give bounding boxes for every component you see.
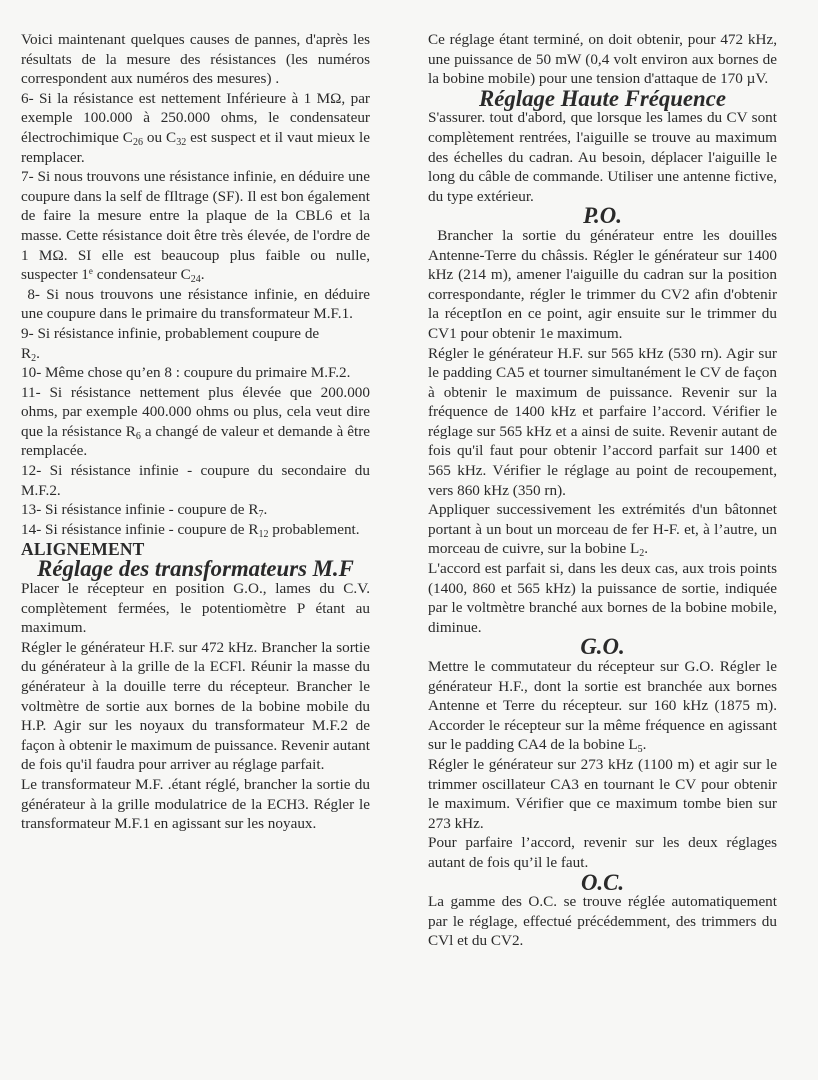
text: .	[263, 501, 268, 519]
text: .	[200, 266, 205, 284]
fault-item-8: 8- Si nous trouvons une résistance infinie, en déduire une coupure dans le primaire du transformateur M.F.1.	[21, 285, 374, 323]
text: 9- Si résistance infinie, probablement coupure de	[21, 324, 320, 342]
fault-item-12: 12- Si résistance infinie - coupure du secondaire du M.F.2.	[21, 462, 370, 499]
paragraph: S'assurer. tout d'abord, que lorsque les lames du CV sont complètement rentrées, l'aiguille se trouve au maximum des échelles du cadran. Au besoin, déplacer l'aiguille le long du câble de commande. Utiliser une antenne fictive, du type extérieur.	[428, 109, 777, 205]
intro-paragraph: Voici maintenant quelques causes de pannes, d'après les résultats de la mesure des résistances (les numéros correspondent aux numéros des mesures) .	[21, 31, 370, 88]
fault-item-9	[21, 324, 370, 363]
fault-item-13	[21, 500, 370, 520]
paragraph: La gamme des O.C. se trouve réglée automatiquement par le réglage, effectué précédemment, des trimmers du CVl et du CV2.	[428, 893, 777, 950]
section-heading-alignement: ALIGNEMENT	[21, 539, 145, 560]
subheading-po: P.O.	[583, 203, 622, 229]
text: a changé de valeur et demande à être remplacée.	[21, 422, 370, 460]
subscript: 6	[135, 430, 141, 442]
fault-item-6	[21, 89, 370, 167]
text: 6- Si la résistance est nettement Inférieure à 1 MΩ, par exemple 100.000 à 250.000 ohms, le condensateur électrochimique C	[21, 89, 370, 146]
subscript: 24	[190, 274, 201, 286]
subheading-oc: O.C.	[580, 869, 625, 895]
subscript: 2	[639, 548, 645, 560]
text: condensateur C	[92, 266, 191, 284]
text: 14- Si résistance infinie - coupure de R	[21, 520, 259, 538]
paragraph: Brancher la sortie du générateur entre les douilles Antenne-Terre du châssis. Régler le générateur sur 1400 kHz (214 m), amener l'aiguille du cadran sur la position correspondante, régler le trimmer du CV2 afin d'obtenir la réceptIon en ce point, agir ensuite sur le trimmer du CV1 pour obtenir 1e maximum.	[428, 226, 781, 342]
text: 7- Si nous trouvons une résistance infinie, en déduire une coupure dans la self de fIltrage (SF). Il est bon également de faire la mesure entre la plaque de la CBL6 et la masse. Cette résistance doit être très élevée, de l'ordre de 1 MΩ. SI elle est beaucoup plus faible ou nulle, suspecter 1	[21, 168, 370, 284]
text: R	[21, 344, 32, 362]
text: 13- Si résistance infinie - coupure de R	[21, 501, 259, 519]
subscript: 7	[258, 509, 264, 521]
paragraph: Régler le générateur H.F. sur 565 kHz (530 rn). Agir sur le padding CA5 et tourner simultanément le CV de façon à obtenir le maximum de puissance. Revenir sur la fréquence de 1400 kHz et parfaire l’accord. Vérifier le réglage sur 565 kHz et a ainsi de suite. Revenir autant de fois qu'il faut pour obtenir l’accord parfait sur 1400 et 565 kHz. Vérifier le réglage au point de recoupement, vers 860 kHz (350 rn).	[428, 344, 777, 499]
subscript: 26	[132, 136, 143, 148]
subheading-high-frequency: Réglage Haute Fréquence	[479, 85, 726, 111]
text: 11- Si résistance nettement plus élevée que 200.000 ohms, par exemple 400.000 ohms ou plus, cela veut dire que la résistance R	[21, 383, 370, 440]
text: est suspect et il vaut mieux le remplacer.	[21, 128, 370, 166]
fault-item-7	[21, 167, 370, 285]
fault-item-14	[21, 520, 370, 540]
subscript: 5	[637, 744, 643, 756]
paragraph: Régler le générateur H.F. sur 472 kHz. Brancher la sortie du générateur à la grille de la ECFl. Réunir la masse du générateur à la douille terre du récepteur. Brancher le voltmètre de sortie aux bornes de la bobine mobile du H.P. Agir sur les noyaux du transformateur M.F.2 de façon à obtenir le maximum de puissance. Revenir autant de fois qu'il faudra pour arriver au réglage parfait.	[21, 638, 370, 774]
paragraph: L'accord est parfait si, dans les deux cas, aux trois points (1400, 860 et 565 kHz) la puissance de sortie, indiquée par le voltmètre branché aux bornes de la bobine mobile, diminue.	[428, 560, 777, 636]
paragraph: Pour parfaire l’accord, revenir sur les deux réglages autant de fois qu’il le faut.	[428, 834, 777, 871]
text: probablement.	[268, 520, 360, 538]
paragraph: Ce réglage étant terminé, on doit obtenir, pour 472 kHz, une puissance de 50 mW (0,4 volt environ aux bornes de la bobine mobile) pour une tension d'attaque de 170 µV.	[428, 31, 777, 88]
subheading-go: G.O.	[580, 634, 625, 660]
subheading-mf-transformers: Réglage des transformateurs M.F	[37, 556, 354, 582]
paragraph: Le transformateur M.F. .étant réglé, brancher la sortie du générateur à la grille modulatrice de la ECH3. Régler le transformateur M.F.1 en agissant sur les noyaux.	[21, 775, 370, 833]
text: .	[36, 344, 40, 362]
fault-item-11	[21, 383, 370, 461]
text: .	[644, 540, 649, 558]
paragraph	[428, 657, 777, 755]
text: Appliquer successivement les extrémités d'un bâtonnet portant à un bout un morceau de fer H-F. et, à l’autre, un morceau de cuivre, sur la bobine L	[428, 501, 777, 558]
paragraph	[428, 500, 777, 559]
text: ou C	[142, 128, 177, 146]
fault-item-10: 10- Même chose qu’en 8 : coupure du primaire M.F.2.	[21, 364, 351, 382]
subscript: 12	[258, 528, 269, 540]
text: Mettre le commutateur du récepteur sur G.O. Régler le générateur H.F., dont la sortie est branchée aux bornes Antenne et Terre du récepteur. sur 160 kHz (1875 m). Accorder le récepteur sur la même fréquence en agissant sur le padding CA4 de la bobine L	[428, 658, 777, 754]
text: .	[642, 736, 647, 754]
paragraph: Régler le générateur sur 273 kHz (1100 m) et agir sur le trimmer oscillateur CA3 en tournant le CV pour obtenir le maximum. Vérifier que ce maximum tombe bien sur 273 kHz.	[428, 755, 777, 832]
subscript: 2	[31, 352, 37, 364]
subscript: 32	[176, 136, 187, 148]
left-column	[21, 30, 374, 834]
paragraph: Placer le récepteur en position G.O., lames du C.V. complètement fermées, le potentiomètre P étant au maximum.	[21, 580, 370, 637]
superscript: e	[88, 266, 93, 277]
right-column	[428, 30, 781, 951]
